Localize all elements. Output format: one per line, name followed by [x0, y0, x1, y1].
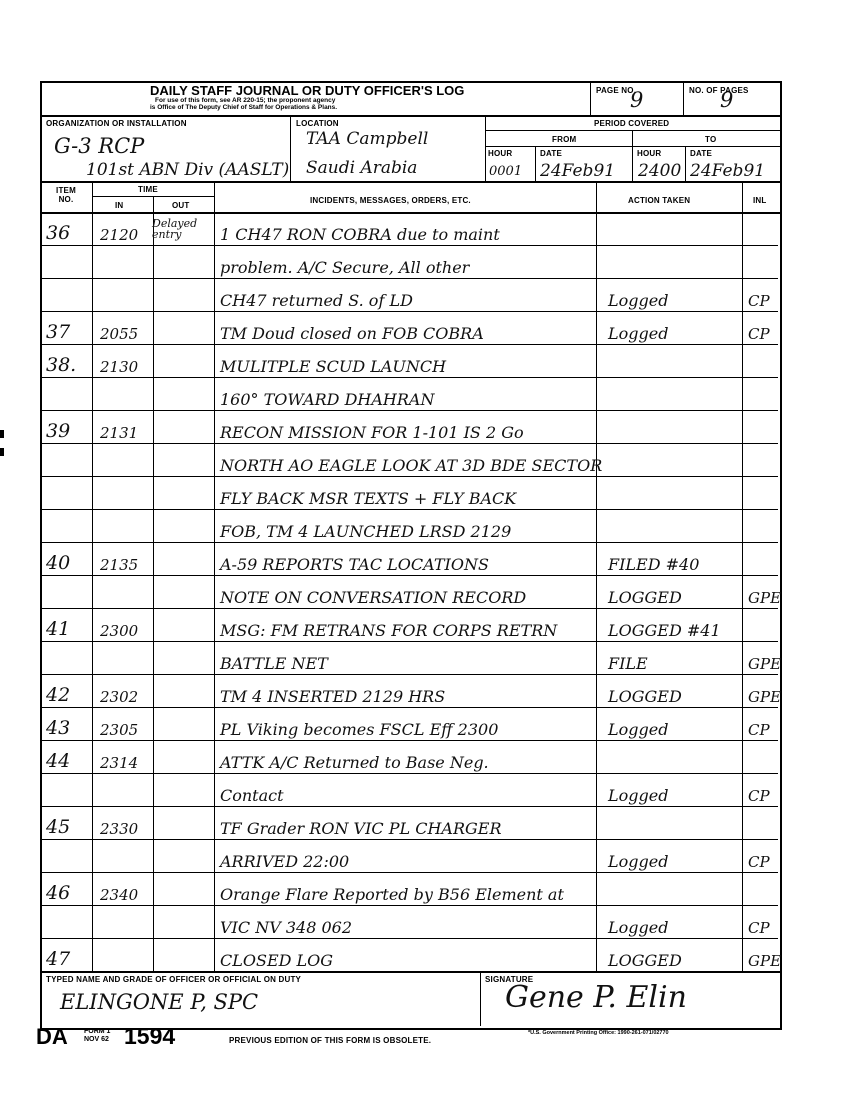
from-date-label: DATE — [540, 149, 562, 158]
action-taken: LOGGED — [608, 588, 682, 607]
time-in: 2305 — [100, 721, 139, 739]
incident-text: CH47 returned S. of LD — [220, 291, 413, 310]
item-no: 40 — [46, 552, 71, 574]
item-no-label: ITEM NO. — [56, 186, 76, 204]
from-label: FROM — [552, 135, 577, 144]
incident-text: BATTLE NET — [220, 654, 328, 673]
action-taken: FILE — [608, 654, 648, 673]
inl-label: INL — [753, 196, 767, 205]
incident-text: MULITPLE SCUD LAUNCH — [220, 357, 447, 376]
signature-label: SIGNATURE — [485, 975, 534, 984]
initials: CP — [748, 787, 770, 805]
log-row — [40, 840, 778, 873]
time-in: 2314 — [100, 754, 139, 772]
log-row — [40, 312, 778, 345]
action-taken: Logged — [608, 786, 669, 805]
org-value-2: 101st ABN Div (AASLT) — [86, 160, 290, 180]
action-taken: LOGGED — [608, 687, 682, 706]
incident-text: RECON MISSION FOR 1-101 IS 2 Go — [220, 423, 524, 442]
incident-text: problem. A/C Secure, All other — [220, 258, 470, 277]
form-title: DAILY STAFF JOURNAL OR DUTY OFFICER'S LOG — [150, 83, 465, 98]
incident-text: 160° TOWARD DHAHRAN — [220, 390, 435, 409]
to-date-label: DATE — [690, 149, 712, 158]
initials: CP — [748, 325, 770, 343]
log-row — [40, 873, 778, 906]
incident-text: NORTH AO EAGLE LOOK AT 3D BDE SECTOR — [220, 456, 603, 475]
incident-text: 1 CH47 RON COBRA due to maint — [220, 225, 500, 244]
item-no: 46 — [46, 882, 71, 904]
incident-text: ATTK A/C Returned to Base Neg. — [220, 753, 489, 772]
log-row — [40, 378, 778, 411]
time-in: 2130 — [100, 358, 139, 376]
item-no: 45 — [46, 816, 71, 838]
period-covered-label: PERIOD COVERED — [594, 119, 670, 128]
incident-text: FOB, TM 4 LAUNCHED LRSD 2129 — [220, 522, 512, 541]
log-row — [40, 708, 778, 741]
to-date-value: 24Feb91 — [690, 161, 766, 181]
action-taken: LOGGED — [608, 951, 682, 970]
time-in: 2340 — [100, 886, 139, 904]
action-taken: Logged — [608, 324, 669, 343]
to-hour-label: HOUR — [637, 149, 662, 158]
log-row — [40, 807, 778, 840]
time-in: 2055 — [100, 325, 139, 343]
no-of-pages-label: NO. OF PAGES — [689, 86, 749, 95]
log-row — [40, 741, 778, 774]
log-row — [40, 279, 778, 312]
location-value-1: TAA Campbell — [306, 129, 429, 149]
time-in: 2330 — [100, 820, 139, 838]
location-label: LOCATION — [296, 119, 339, 128]
incident-text: ARRIVED 22:00 — [220, 852, 350, 871]
initials: GPE — [748, 589, 782, 607]
log-row — [40, 939, 782, 972]
no-of-pages-value: 9 — [720, 88, 734, 112]
item-no: 41 — [46, 618, 71, 640]
item-no: 38. — [46, 354, 77, 376]
item-no: 47 — [46, 948, 71, 970]
form-subtitle-1: For use of this form, see AR 220-15; the proponent agency — [155, 97, 336, 104]
incident-text: FLY BACK MSR TEXTS + FLY BACK — [220, 489, 517, 508]
incident-text: TM 4 INSERTED 2129 HRS — [220, 687, 446, 706]
action-taken: Logged — [608, 852, 669, 871]
time-out: Delayed entry — [152, 217, 198, 241]
incident-text: NOTE ON CONVERSATION RECORD — [220, 588, 527, 607]
page-no-value: 9 — [630, 88, 644, 112]
page-no-label: PAGE NO. — [596, 86, 637, 95]
item-no: 43 — [46, 717, 71, 739]
from-hour-value: 0001 — [489, 164, 523, 179]
initials: CP — [748, 292, 770, 310]
log-row — [40, 444, 778, 477]
item-no: 44 — [46, 750, 71, 772]
log-row — [40, 906, 778, 939]
item-no: 37 — [46, 321, 71, 343]
log-row — [40, 774, 778, 807]
out-label: OUT — [172, 201, 190, 210]
to-hour-value: 2400 — [638, 161, 682, 181]
incident-text: A-59 REPORTS TAC LOCATIONS — [220, 555, 489, 574]
log-row — [40, 246, 778, 279]
time-in: 2135 — [100, 556, 139, 574]
initials: GPE — [748, 952, 782, 970]
scan-mark — [0, 448, 4, 456]
from-date-value: 24Feb91 — [540, 161, 616, 181]
incidents-label: INCIDENTS, MESSAGES, ORDERS, ETC. — [310, 196, 471, 205]
form-number: 1594 — [124, 1023, 176, 1049]
printing-office-note: *U.S. Government Printing Office: 1990-261-071/02770 — [528, 1030, 669, 1036]
time-in: 2300 — [100, 622, 139, 640]
to-label: TO — [705, 135, 717, 144]
action-taken: Logged — [608, 291, 669, 310]
org-label: ORGANIZATION OR INSTALLATION — [46, 119, 187, 128]
signature: Gene P. Elin — [505, 980, 687, 1015]
initials: CP — [748, 853, 770, 871]
time-label: TIME — [138, 185, 158, 194]
item-no: 39 — [46, 420, 71, 442]
log-row — [40, 576, 782, 609]
incident-text: PL Viking becomes FSCL Eff 2300 — [220, 720, 499, 739]
form-prefix: DA — [36, 1024, 68, 1049]
form-small-text: FORM 1 NOV 62 — [84, 1028, 111, 1043]
log-row — [40, 510, 778, 543]
incident-text: CLOSED LOG — [220, 951, 334, 970]
item-no: 36 — [46, 222, 71, 244]
time-in: 2120 — [100, 226, 139, 244]
action-taken: LOGGED #41 — [608, 621, 721, 640]
log-row — [40, 609, 778, 642]
from-hour-label: HOUR — [488, 149, 513, 158]
officer-label: TYPED NAME AND GRADE OF OFFICER OR OFFICIAL ON DUTY — [46, 975, 302, 984]
previous-edition-note: PREVIOUS EDITION OF THIS FORM IS OBSOLETE. — [229, 1036, 432, 1045]
action-taken: FILED #40 — [608, 555, 700, 574]
log-row — [40, 675, 782, 708]
log-row — [40, 345, 778, 378]
action-taken: Logged — [608, 918, 669, 937]
officer-name: ELINGONE P, SPC — [60, 990, 259, 1014]
location-value-2: Saudi Arabia — [306, 158, 418, 178]
incident-text: TM Doud closed on FOB COBRA — [220, 324, 484, 343]
form-subtitle-2: is Office of The Deputy Chief of Staff for Operations & Plans. — [150, 104, 338, 111]
initials: CP — [748, 919, 770, 937]
in-label: IN — [115, 201, 124, 210]
initials: GPE — [748, 688, 782, 706]
time-in: 2131 — [100, 424, 139, 442]
incident-text: TF Grader RON VIC PL CHARGER — [220, 819, 502, 838]
action-taken: Logged — [608, 720, 669, 739]
initials: GPE — [748, 655, 782, 673]
incident-text: MSG: FM RETRANS FOR CORPS RETRN — [220, 621, 558, 640]
log-row — [40, 213, 778, 246]
time-in: 2302 — [100, 688, 139, 706]
incident-text: Contact — [220, 786, 284, 805]
incident-text: VIC NV 348 062 — [220, 918, 353, 937]
log-row — [40, 543, 778, 576]
org-value-1: G-3 RCP — [54, 134, 145, 158]
log-row — [40, 477, 778, 510]
initials: CP — [748, 721, 770, 739]
log-row — [40, 642, 782, 675]
incident-text: Orange Flare Reported by B56 Element at — [220, 885, 564, 904]
log-row — [40, 411, 778, 444]
action-taken-label: ACTION TAKEN — [628, 196, 691, 205]
item-no: 42 — [46, 684, 71, 706]
scan-mark — [0, 430, 4, 438]
